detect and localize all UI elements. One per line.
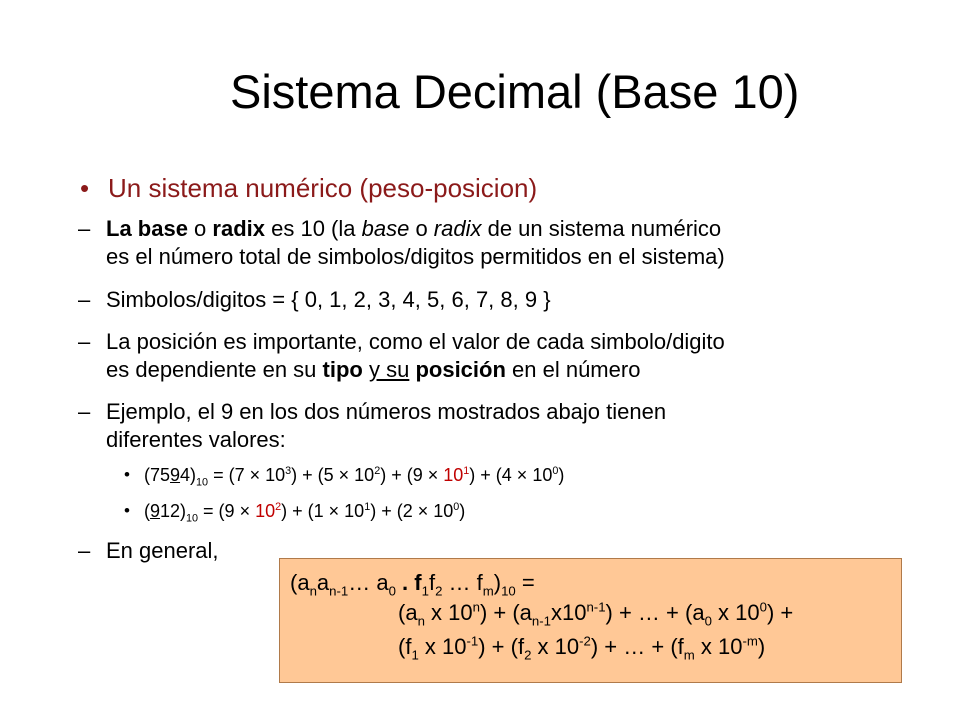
highlighted-ten: 10 [443, 465, 464, 485]
subscript: 10 [186, 512, 199, 525]
text: ) + (2 × 10 [370, 501, 454, 521]
subscript: n [309, 583, 317, 599]
main-bullet-text: Un sistema numérico (peso-posicion) [108, 173, 538, 203]
dash-marker: – [78, 538, 91, 563]
subscript: n [417, 613, 425, 629]
text: ) + (f [478, 634, 525, 659]
underlined-text: y su [368, 357, 410, 382]
text: ( [144, 501, 150, 521]
example-7594 [144, 461, 564, 489]
item-example-line2: diferentes valores: [106, 427, 286, 452]
text: ) + … + (f [590, 634, 684, 659]
bold-text: tipo [322, 357, 363, 382]
dash-marker: – [78, 216, 91, 241]
text: … f [442, 570, 483, 595]
superscript: 0 [552, 465, 559, 477]
text: o [409, 216, 434, 241]
subscript: 2 [524, 647, 532, 663]
subscript: 10 [501, 583, 516, 599]
superscript: 3 [285, 465, 292, 477]
superscript: 0 [453, 501, 460, 513]
subscript: 2 [435, 583, 443, 599]
subscript: 0 [704, 613, 712, 629]
text: . f [395, 570, 422, 595]
text: x 10 [424, 600, 473, 625]
sub-bullet-marker: • [124, 501, 130, 520]
text: ) + [766, 600, 794, 625]
text: de un sistema numérico [481, 216, 722, 241]
formula-line3 [398, 633, 765, 661]
text: x 10 [531, 634, 580, 659]
text: x 10 [418, 634, 467, 659]
bold-text: radix [212, 216, 265, 241]
text: ) + (a [479, 600, 532, 625]
item-position-line1: La posición es importante, como el valor de cada simbolo/digito [106, 329, 725, 354]
dash-marker: – [78, 329, 91, 354]
text: en el número [505, 357, 641, 382]
text: ) + … + (a [605, 600, 705, 625]
subscript: m [482, 583, 494, 599]
text: es dependiente en su [106, 357, 323, 382]
text: = (7 × 10 [208, 465, 286, 485]
text: ) + (9 × [380, 465, 444, 485]
superscript: -m [742, 633, 758, 649]
item-general: En general, [106, 538, 219, 563]
text: (a [398, 600, 418, 625]
formula-line1 [290, 569, 535, 597]
text: = (9 × [198, 501, 256, 521]
text: a [316, 570, 330, 595]
text: x 10 [711, 600, 760, 625]
bullet-marker: • [80, 173, 90, 203]
text: 4) [180, 465, 197, 485]
bold-text: posición [415, 357, 506, 382]
superscript: 2 [275, 501, 282, 513]
text: f [428, 570, 436, 595]
formula-line2 [398, 599, 793, 627]
superscript: 1 [463, 465, 470, 477]
example-912 [144, 497, 465, 525]
text: o [187, 216, 213, 241]
highlighted-ten: 10 [255, 501, 276, 521]
superscript: -2 [579, 633, 591, 649]
italic-text: base [361, 216, 410, 241]
subscript: n-1 [329, 583, 349, 599]
dash-marker: – [78, 399, 91, 424]
subscript: m [683, 647, 695, 663]
text: ) [757, 634, 766, 659]
text: (f [398, 634, 412, 659]
underlined-digit: 9 [150, 501, 161, 521]
item-example-line1: Ejemplo, el 9 en los dos números mostrados abajo tienen [106, 399, 667, 424]
text: es 10 (la [265, 216, 362, 241]
text: … a [348, 570, 389, 595]
text: 12) [160, 501, 187, 521]
text: ) + (5 × 10 [291, 465, 375, 485]
text: x10 [550, 600, 587, 625]
superscript: -1 [466, 633, 479, 649]
subscript: 10 [196, 476, 209, 489]
subscript: 1 [421, 583, 429, 599]
superscript: n-1 [586, 599, 606, 615]
text: ) [558, 465, 565, 485]
underlined-digit: 9 [170, 465, 181, 485]
text: ) [459, 501, 466, 521]
text: ) + (1 × 10 [281, 501, 365, 521]
formula-box [279, 558, 902, 683]
superscript: n [472, 599, 480, 615]
dash-marker: – [78, 287, 91, 312]
text: (a [290, 570, 310, 595]
sub-bullet-marker: • [124, 465, 130, 484]
item-position-line2 [106, 356, 866, 384]
italic-text: radix [433, 216, 482, 241]
slide-title: Sistema Decimal (Base 10) [230, 65, 800, 118]
superscript: 1 [364, 501, 371, 513]
text: ) [493, 570, 502, 595]
bold-text: La base [106, 216, 188, 241]
item-base-line1 [106, 215, 866, 243]
text: = [515, 570, 535, 595]
item-symbols: Simbolos/digitos = { 0, 1, 2, 3, 4, 5, 6, 7, 8, 9 } [106, 287, 551, 312]
text: (75 [144, 465, 171, 485]
subscript: n-1 [531, 613, 551, 629]
superscript: 2 [374, 465, 381, 477]
subscript: 1 [411, 647, 419, 663]
text: ) + (4 × 10 [469, 465, 553, 485]
subscript: 0 [388, 583, 396, 599]
item-base-line2: es el número total de simbolos/digitos permitidos en el sistema) [106, 244, 725, 269]
text: x 10 [694, 634, 743, 659]
superscript: 0 [759, 599, 767, 615]
